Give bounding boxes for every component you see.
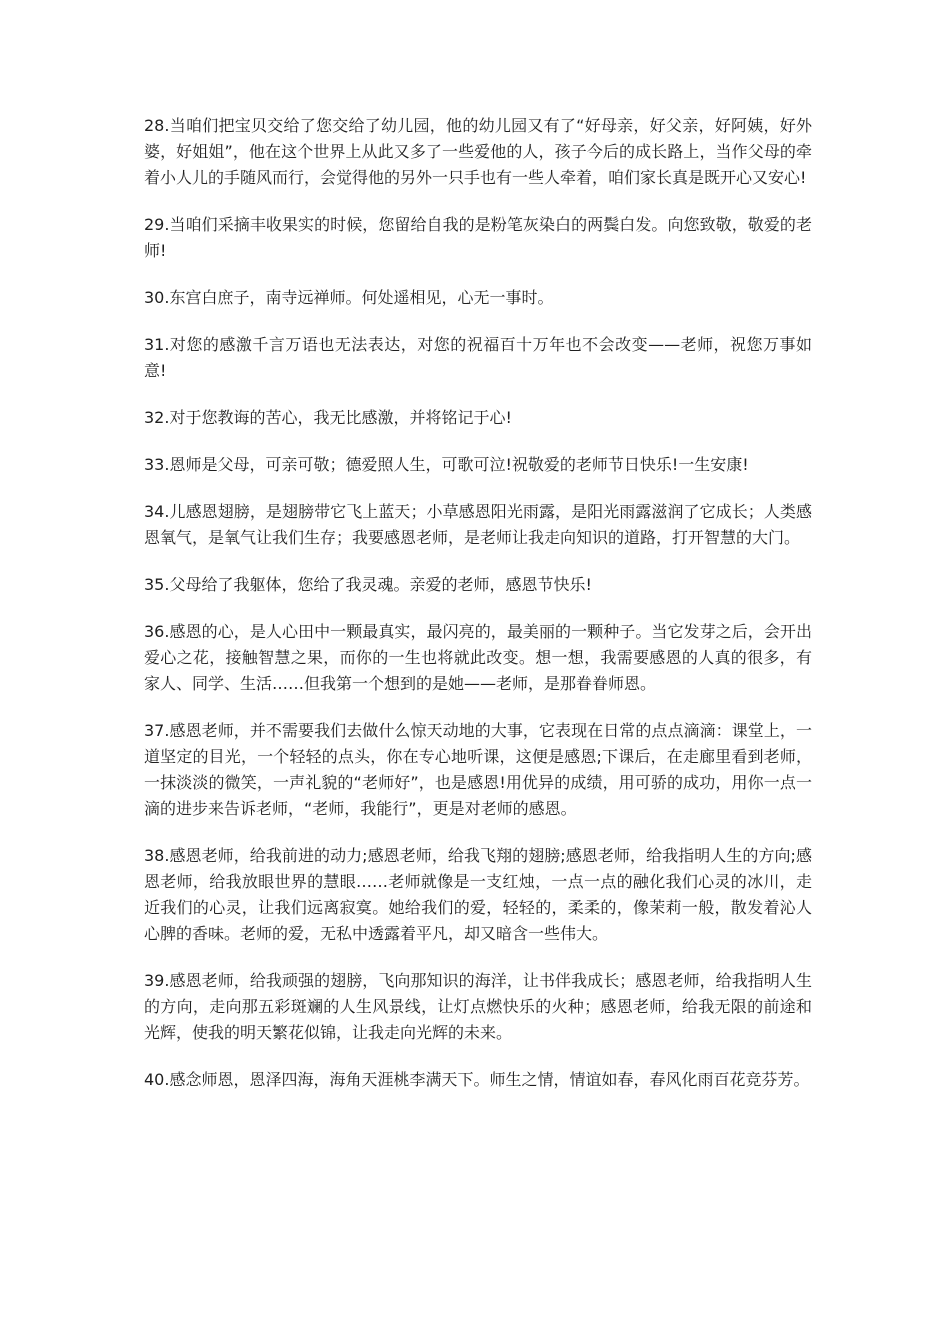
paragraph-33: 33.恩师是父母，可亲可敬；德爱照人生，可歌可泣!祝敬爱的老师节日快乐!一生安康! xyxy=(144,455,749,474)
paragraph-29: 29.当咱们采摘丰收果实的时候，您留给自我的是粉笔灰染白的两鬓白发。向您致敬，敬爱的老师! xyxy=(144,215,812,260)
paragraph-38: 38.感恩老师，给我前进的动力;感恩老师，给我飞翔的翅膀;感恩老师，给我指明人生的方向;感恩老师，给我放眼世界的慧眼……老师就像是一支红烛，一点一点的融化我们心灵的冰川，走近我们的心灵，让我们远离寂寞。她给我们的爱，轻轻的，柔柔的，像茉莉一般，散发着沁人心脾的香味。老师的爱，无私中透露着平凡，却又暗含一些伟大。 xyxy=(144,846,812,943)
paragraph-37: 37.感恩老师，并不需要我们去做什么惊天动地的大事，它表现在日常的点点滴滴：课堂上，一道坚定的目光，一个轻轻的点头，你在专心地听课，这便是感恩;下课后，在走廊里看到老师，一抹淡淡的微笑，一声礼貌的“老师好”，也是感恩!用优异的成绩，用可骄的成功，用你一点一滴的进步来告诉老师，“老师，我能行”，更是对老师的感恩。 xyxy=(144,721,812,818)
paragraph-36: 36.感恩的心，是人心田中一颗最真实，最闪亮的，最美丽的一颗种子。当它发芽之后，会开出爱心之花，接触智慧之果，而你的一生也将就此改变。想一想，我需要感恩的人真的很多，有家人、同学、生活……但我第一个想到的是她——老师，是那眷眷师恩。 xyxy=(144,622,812,693)
paragraph-31: 31.对您的感激千言万语也无法表达，对您的祝福百十万年也不会改变——老师，祝您万事如意! xyxy=(144,335,812,380)
document-body xyxy=(144,113,812,1114)
paragraph-40: 40.感念师恩，恩泽四海，海角天涯桃李满天下。师生之情，情谊如春，春风化雨百花竞芬芳。 xyxy=(144,1070,810,1089)
paragraph-30: 30.东宫白庶子，南寺远禅师。何处遥相见，心无一事时。 xyxy=(144,288,554,307)
paragraph-39: 39.感恩老师，给我顽强的翅膀，飞向那知识的海洋，让书伴我成长；感恩老师，给我指明人生的方向，走向那五彩斑斓的人生风景线，让灯点燃快乐的火种；感恩老师，给我无限的前途和光辉，使我的明天繁花似锦，让我走向光辉的未来。 xyxy=(144,971,812,1042)
paragraph-34: 34.儿感恩翅膀，是翅膀带它飞上蓝天；小草感恩阳光雨露，是阳光雨露滋润了它成长；人类感恩氧气，是氧气让我们生存；我要感恩老师，是老师让我走向知识的道路，打开智慧的大门。 xyxy=(144,502,812,547)
paragraph-28: 28.当咱们把宝贝交给了您交给了幼儿园，他的幼儿园又有了“好母亲，好父亲，好阿姨，好外婆，好姐姐”，他在这个世界上从此又多了一些爱他的人，孩子今后的成长路上，当作父母的牵着小人儿的手随风而行，会觉得他的另外一只手也有一些人牵着，咱们家长真是既开心又安心! xyxy=(144,116,812,187)
paragraph-35: 35.父母给了我躯体，您给了我灵魂。亲爱的老师，感恩节快乐! xyxy=(144,575,592,594)
paragraph-32: 32.对于您教诲的苦心，我无比感激，并将铭记于心! xyxy=(144,408,512,427)
